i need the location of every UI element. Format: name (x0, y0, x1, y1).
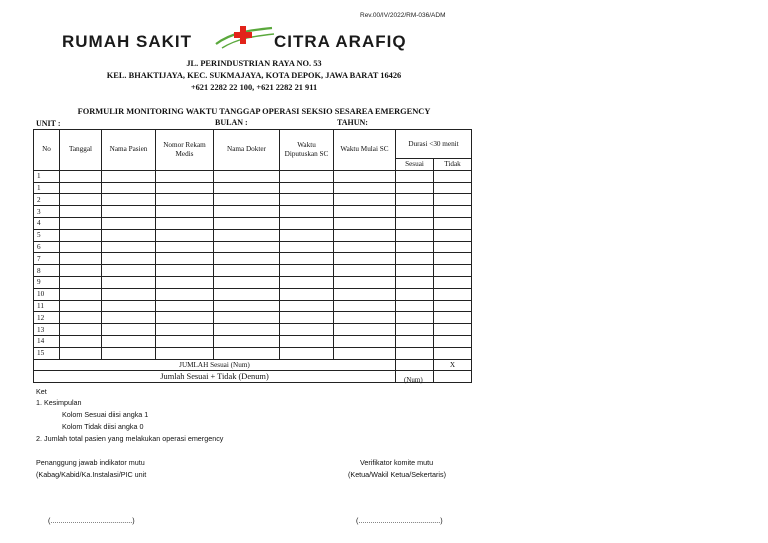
table-cell[interactable] (214, 253, 280, 265)
table-cell[interactable] (102, 194, 156, 206)
jumlah-denom-label: Jumlah Sesuai + Tidak (Denum) (34, 371, 396, 383)
table-cell[interactable] (60, 206, 102, 218)
table-cell[interactable] (396, 265, 434, 277)
table-cell[interactable] (60, 324, 102, 336)
row-number: 8 (34, 265, 60, 277)
table-cell[interactable] (102, 300, 156, 312)
table-cell[interactable] (434, 300, 472, 312)
table-cell[interactable] (280, 206, 334, 218)
table-cell[interactable] (214, 288, 280, 300)
table-cell[interactable] (334, 194, 396, 206)
table-cell[interactable] (156, 288, 214, 300)
table-cell[interactable] (102, 312, 156, 324)
table-cell[interactable] (102, 170, 156, 182)
table-cell[interactable] (280, 276, 334, 288)
table-cell[interactable] (334, 229, 396, 241)
table-cell[interactable] (156, 312, 214, 324)
table-cell[interactable] (156, 217, 214, 229)
table-cell[interactable] (102, 324, 156, 336)
hospital-logo (62, 22, 442, 56)
signature-left-sub: (Kabag/Kabid/Ka.Instalasi/PIC unit (36, 470, 147, 479)
table-cell[interactable] (280, 347, 334, 359)
table-cell[interactable] (60, 194, 102, 206)
table-cell[interactable] (156, 206, 214, 218)
table-cell[interactable] (280, 241, 334, 253)
col-header-waktu-mulai: Waktu Mulai SC (334, 130, 396, 171)
table-cell[interactable] (334, 170, 396, 182)
table-cell[interactable] (214, 335, 280, 347)
table-cell[interactable] (60, 312, 102, 324)
table-cell[interactable] (156, 265, 214, 277)
table-cell[interactable] (334, 265, 396, 277)
col-header-tanggal: Tanggal (60, 130, 102, 171)
table-cell[interactable] (102, 241, 156, 253)
table-cell[interactable] (334, 324, 396, 336)
table-cell[interactable] (396, 335, 434, 347)
table-cell[interactable] (60, 241, 102, 253)
table-cell[interactable] (334, 312, 396, 324)
table-cell[interactable] (396, 170, 434, 182)
table-cell[interactable] (60, 300, 102, 312)
col-header-tidak: Tidak (434, 159, 472, 171)
table-cell[interactable] (396, 229, 434, 241)
col-header-durasi: Durasi <30 menit (396, 130, 472, 159)
table-cell[interactable] (156, 194, 214, 206)
table-cell[interactable] (156, 347, 214, 359)
table-cell[interactable] (396, 300, 434, 312)
table-cell[interactable] (102, 347, 156, 359)
row-number: 12 (34, 312, 60, 324)
table-cell[interactable] (396, 194, 434, 206)
table-cell[interactable] (396, 347, 434, 359)
table-cell[interactable] (334, 182, 396, 194)
table-row (34, 324, 472, 336)
table-cell[interactable] (334, 241, 396, 253)
table-cell[interactable] (60, 182, 102, 194)
table-row (34, 265, 472, 277)
table-cell[interactable] (280, 229, 334, 241)
table-cell[interactable] (60, 276, 102, 288)
table-cell[interactable] (102, 182, 156, 194)
table-cell[interactable] (156, 324, 214, 336)
signature-right-line[interactable]: (.........................................) (356, 516, 443, 525)
table-cell[interactable] (434, 229, 472, 241)
address-line-2: KEL. BHAKTIJAYA, KEC. SUKMAJAYA, KOTA DEPOK, JAWA BARAT 16426 (106, 71, 402, 80)
unit-label: UNIT : (36, 119, 61, 128)
table-cell[interactable] (434, 170, 472, 182)
row-number: 11 (34, 300, 60, 312)
row-number: 5 (34, 229, 60, 241)
table-row (34, 335, 472, 347)
table-cell[interactable] (102, 265, 156, 277)
table-cell[interactable] (434, 217, 472, 229)
table-cell[interactable] (396, 206, 434, 218)
table-cell[interactable] (214, 312, 280, 324)
table-cell[interactable] (334, 288, 396, 300)
jumlah-denom-empty (434, 371, 472, 383)
table-cell[interactable] (396, 324, 434, 336)
table-row (34, 253, 472, 265)
address-line-3: +621 2282 22 100, +621 2282 21 911 (190, 83, 318, 92)
col-header-nama-dokter: Nama Dokter (214, 130, 280, 171)
table-cell[interactable] (434, 206, 472, 218)
row-number: 1 (34, 182, 60, 194)
monitoring-table (33, 129, 472, 383)
table-cell[interactable] (60, 288, 102, 300)
logo-text-right: CITRA ARAFIQ (274, 32, 407, 51)
table-cell[interactable] (214, 265, 280, 277)
table-cell[interactable] (334, 217, 396, 229)
table-cell[interactable] (102, 335, 156, 347)
notes-item-1b: Kolom Tidak diisi angka 0 (62, 422, 144, 431)
jumlah-sesuai-label: JUMLAH Sesuai (Num) (34, 359, 396, 371)
table-cell[interactable] (214, 324, 280, 336)
table-cell[interactable] (214, 300, 280, 312)
table-cell[interactable] (214, 170, 280, 182)
table-cell[interactable] (280, 194, 334, 206)
table-row (34, 300, 472, 312)
revision-code: Rev.00/IV/2022/RM-036/ADM (360, 12, 446, 19)
table-cell[interactable] (334, 276, 396, 288)
table-cell[interactable] (156, 182, 214, 194)
table-cell[interactable] (60, 229, 102, 241)
table-cell[interactable] (434, 288, 472, 300)
table-cell[interactable] (434, 347, 472, 359)
logo-cross-icon (212, 22, 276, 54)
table-cell[interactable] (396, 312, 434, 324)
table-cell[interactable] (396, 182, 434, 194)
col-header-no: No (34, 130, 60, 171)
row-number: 2 (34, 194, 60, 206)
table-cell[interactable] (214, 229, 280, 241)
hospital-address (0, 58, 768, 94)
table-cell[interactable] (102, 206, 156, 218)
table-cell[interactable] (60, 170, 102, 182)
signature-right-sub: (Ketua/Wakil Ketua/Sekertaris) (348, 470, 446, 479)
table-cell[interactable] (214, 347, 280, 359)
table-cell[interactable] (156, 276, 214, 288)
table-cell[interactable] (434, 265, 472, 277)
table-cell[interactable] (280, 182, 334, 194)
row-number: 13 (34, 324, 60, 336)
row-number: 6 (34, 241, 60, 253)
signature-left-line[interactable]: (.........................................) (48, 516, 135, 525)
table-cell[interactable] (60, 347, 102, 359)
table-cell[interactable] (60, 335, 102, 347)
table-row (34, 276, 472, 288)
signature-right-title: Verifikator komite mutu (360, 458, 434, 467)
table-cell[interactable] (434, 312, 472, 324)
table-cell[interactable] (396, 288, 434, 300)
table-cell[interactable] (156, 253, 214, 265)
table-row (34, 194, 472, 206)
table-cell[interactable] (434, 276, 472, 288)
table-row (34, 288, 472, 300)
table-cell[interactable] (434, 253, 472, 265)
table-cell[interactable] (214, 182, 280, 194)
table-cell[interactable] (60, 265, 102, 277)
table-cell[interactable] (434, 335, 472, 347)
table-cell[interactable] (396, 241, 434, 253)
notes-item-1: 1. Kesimpulan (36, 398, 82, 407)
table-cell[interactable] (214, 217, 280, 229)
row-number: 4 (34, 217, 60, 229)
table-cell[interactable] (280, 324, 334, 336)
col-header-waktu-diputuskan: Waktu Diputuskan SC (280, 130, 334, 171)
num-label: (Num) (404, 376, 423, 384)
table-cell[interactable] (156, 300, 214, 312)
table-cell[interactable] (214, 206, 280, 218)
table-cell[interactable] (396, 217, 434, 229)
table-cell[interactable] (334, 335, 396, 347)
form-title: FORMULIR MONITORING WAKTU TANGGAP OPERASI SEKSIO SESAREA EMERGENCY (77, 107, 431, 116)
table-cell[interactable] (280, 300, 334, 312)
table-body (34, 170, 472, 359)
table-cell[interactable] (434, 241, 472, 253)
notes-ket: Ket (36, 387, 47, 396)
address-line-1: JL. PERINDUSTRIAN RAYA NO. 53 (186, 59, 322, 68)
table-cell[interactable] (214, 194, 280, 206)
table-cell[interactable] (102, 229, 156, 241)
table-cell[interactable] (334, 253, 396, 265)
table-cell[interactable] (334, 347, 396, 359)
table-cell[interactable] (280, 312, 334, 324)
table-row (34, 206, 472, 218)
table-cell[interactable] (156, 241, 214, 253)
table-cell[interactable] (334, 300, 396, 312)
table-cell[interactable] (102, 288, 156, 300)
row-number: 14 (34, 335, 60, 347)
row-number: 7 (34, 253, 60, 265)
row-number: 9 (34, 276, 60, 288)
col-header-sesuai: Sesuai (396, 159, 434, 171)
table-cell[interactable] (280, 335, 334, 347)
row-number: 3 (34, 206, 60, 218)
table-row (34, 312, 472, 324)
table-row (34, 170, 472, 182)
table-cell[interactable] (214, 241, 280, 253)
table-row (34, 217, 472, 229)
table-cell[interactable] (434, 324, 472, 336)
table-cell[interactable] (102, 253, 156, 265)
row-number: 15 (34, 347, 60, 359)
table-cell[interactable] (156, 229, 214, 241)
table-cell[interactable] (156, 170, 214, 182)
logo-text-left: RUMAH SAKIT (62, 32, 192, 51)
table-cell[interactable] (60, 253, 102, 265)
table-cell[interactable] (396, 276, 434, 288)
table-cell[interactable] (434, 182, 472, 194)
table-row (34, 241, 472, 253)
table-cell[interactable] (280, 217, 334, 229)
x-mark: X (434, 359, 472, 371)
table-row (34, 182, 472, 194)
table-cell[interactable] (334, 206, 396, 218)
table-cell[interactable] (214, 276, 280, 288)
bulan-label: BULAN : (215, 118, 248, 127)
tahun-label: TAHUN: (337, 118, 368, 127)
table-cell[interactable] (280, 170, 334, 182)
col-header-nomor-rekam-medis: Nomor Rekam Medis (156, 130, 214, 171)
row-number: 1 (34, 170, 60, 182)
notes-item-1a: Kolom Sesuai diisi angka 1 (62, 410, 149, 419)
table-cell[interactable] (102, 276, 156, 288)
table-cell[interactable] (60, 217, 102, 229)
table-cell[interactable] (156, 335, 214, 347)
table-cell[interactable] (434, 194, 472, 206)
table-row (34, 229, 472, 241)
notes-item-2: 2. Jumlah total pasien yang melakukan operasi emergency (36, 434, 224, 443)
table-cell[interactable] (280, 253, 334, 265)
signature-left-title: Penanggung jawab indikator mutu (36, 458, 145, 467)
col-header-nama-pasien: Nama Pasien (102, 130, 156, 171)
table-row (34, 347, 472, 359)
table-cell[interactable] (280, 288, 334, 300)
jumlah-sesuai-cell[interactable] (396, 359, 434, 371)
table-cell[interactable] (280, 265, 334, 277)
table-cell[interactable] (102, 217, 156, 229)
row-number: 10 (34, 288, 60, 300)
table-cell[interactable] (396, 253, 434, 265)
